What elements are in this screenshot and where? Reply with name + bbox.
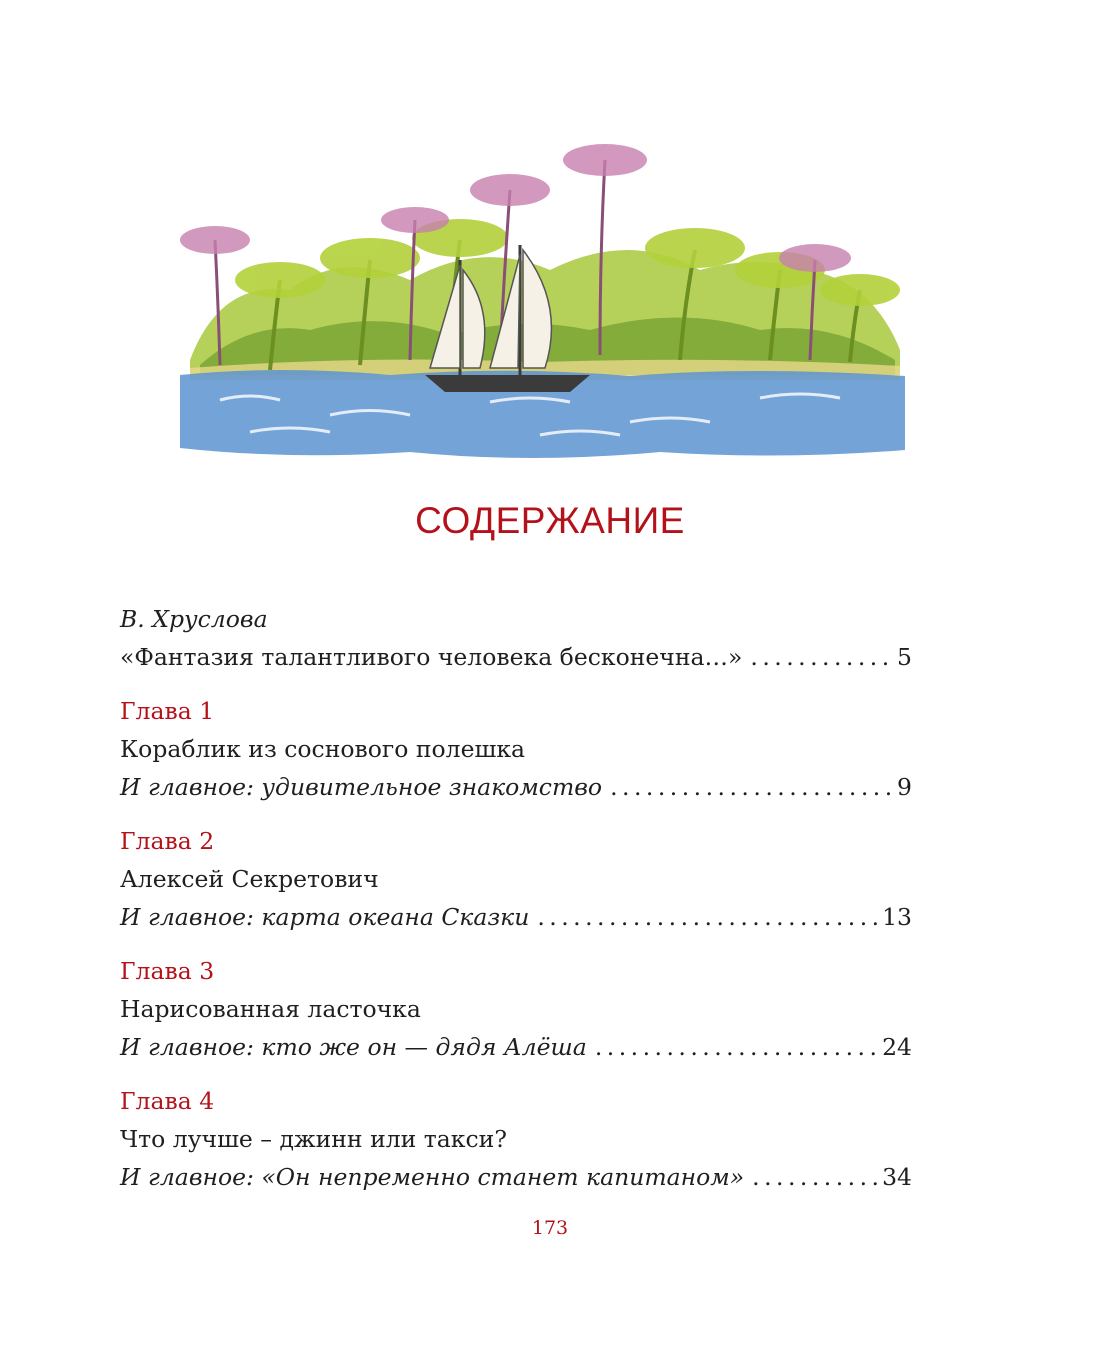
toc-page-number: 24 [882, 1033, 912, 1061]
toc-entry-subtitle: И главное: «Он непременно станет капитаном» [120, 1163, 745, 1191]
toc-entry-intro[interactable] [120, 638, 912, 676]
chapter-title: Кораблик из соснового полешка [120, 735, 526, 763]
dot-leader [537, 898, 878, 936]
dot-leader [750, 638, 893, 676]
chapter-title: Нарисованная ласточка [120, 995, 421, 1023]
dot-leader [610, 768, 893, 806]
dot-leader [595, 1028, 878, 1066]
toc-entry-chapter-2[interactable] [120, 898, 912, 936]
toc-entry-chapter-3[interactable] [120, 1028, 912, 1066]
tropical-island-illustration [160, 130, 920, 490]
contents-heading: СОДЕРЖАНИЕ [415, 500, 685, 541]
toc-page-number: 34 [882, 1163, 912, 1191]
chapter-title: Что лучше – джинн или такси? [120, 1125, 507, 1153]
intro-author [120, 600, 912, 638]
toc-entry-title: «Фантазия талантливого человека бесконечна…» [120, 643, 743, 671]
chapter-title: Алексей Секретович [120, 865, 379, 893]
toc-entry-chapter-1[interactable] [120, 768, 912, 806]
chapter-label: Глава 1 [120, 697, 215, 725]
toc-page-number: 5 [897, 643, 912, 671]
toc-entry-subtitle: И главное: удивительное знакомство [120, 773, 603, 801]
intro-author-text: В. Хруслова [120, 605, 268, 633]
table-of-contents [120, 600, 912, 1196]
dot-leader [752, 1158, 878, 1196]
page-number: 173 [531, 1217, 569, 1239]
toc-page-number: 13 [882, 903, 912, 931]
palm-crowns-pink [180, 144, 851, 272]
toc-entry-subtitle: И главное: карта океана Сказки [120, 903, 530, 931]
toc-entry-chapter-4[interactable] [120, 1158, 912, 1196]
toc-page-number: 9 [897, 773, 912, 801]
chapter-label: Глава 4 [120, 1087, 215, 1115]
chapter-label: Глава 2 [120, 827, 215, 855]
toc-entry-subtitle: И главное: кто же он — дядя Алёша [120, 1033, 587, 1061]
chapter-label: Глава 3 [120, 957, 215, 985]
